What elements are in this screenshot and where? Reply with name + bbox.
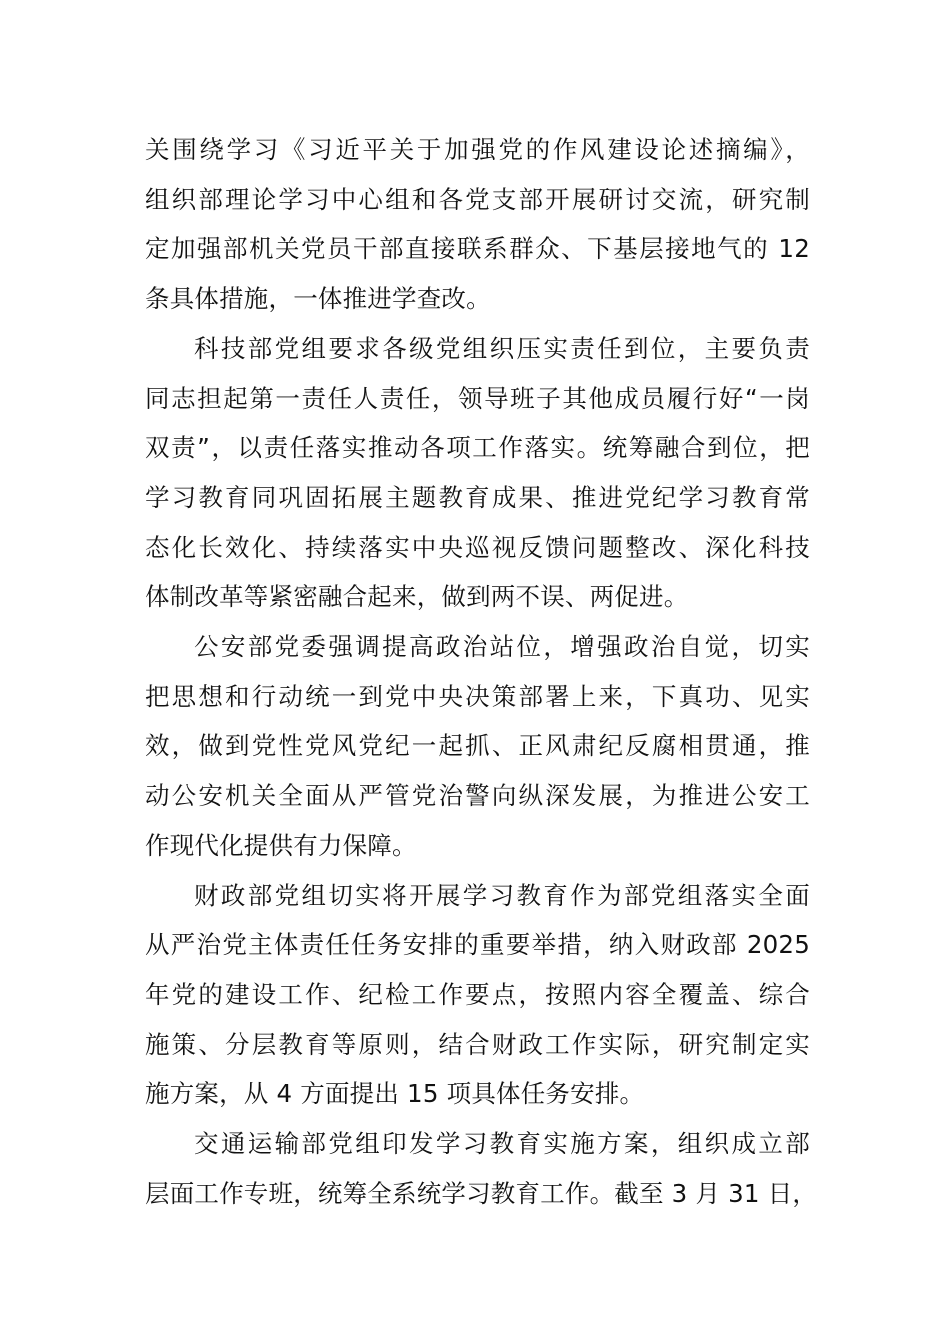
text-line: 公安部党委强调提高政治站位，增强政治自觉，切实	[194, 632, 810, 662]
text-line: 关围绕学习《习近平关于加强党的作风建设论述摘编》，	[145, 135, 810, 164]
text-line: 施策、分层教育等原则，结合财政工作实际，研究制定实	[145, 1029, 810, 1059]
text-line: 效，做到党性党风党纪一起抓、正风肃纪反腐相贯通，推	[145, 731, 810, 761]
text-line: 财政部党组切实将开展学习教育作为部党组落实全面	[194, 880, 810, 910]
text-line: 体制改革等紧密融合起来，做到两不误、两促进。	[145, 582, 689, 612]
text-line: 组织部理论学习中心组和各党支部开展研讨交流，研究制	[145, 184, 810, 214]
text-line: 态化长效化、持续落实中央巡视反馈问题整改、深化科技	[145, 532, 810, 562]
text-line: 条具体措施，一体推进学查改。	[145, 284, 491, 314]
text-line: 从严治党主体责任任务安排的重要举措，纳入财政部 2025	[145, 930, 810, 960]
text-line: 动公安机关全面从严管党治警向纵深发展，为推进公安工	[145, 781, 810, 811]
text-line: 施方案，从 4 方面提出 15 项具体任务安排。	[145, 1079, 645, 1109]
text-line: 交通运输部党组印发学习教育实施方案，组织成立部	[194, 1129, 810, 1159]
text-line: 学习教育同巩固拓展主题教育成果、推进党纪学习教育常	[145, 482, 810, 512]
text-line: 科技部党组要求各级党组织压实责任到位，主要负责	[194, 333, 810, 363]
paragraph-ministry-of-public-security	[145, 622, 810, 871]
paragraph-ministry-of-transport	[145, 1119, 818, 1218]
text-line: 双责”，以责任落实推动各项工作落实。统筹融合到位，把	[145, 433, 810, 463]
text-line: 同志担起第一责任人责任，领导班子其他成员履行好“一岗	[145, 383, 810, 413]
paragraph-ministry-of-science	[145, 324, 810, 622]
text-line: 把思想和行动统一到党中央决策部署上来，下真功、见实	[145, 681, 810, 711]
text-line: 年党的建设工作、纪检工作要点，按照内容全覆盖、综合	[145, 979, 810, 1009]
text-line: 定加强部机关党员干部直接联系群众、下基层接地气的 12	[145, 234, 810, 264]
document-page	[145, 125, 818, 1218]
paragraph-ministry-of-finance	[145, 871, 810, 1120]
paragraph-continuation	[145, 125, 810, 324]
text-line: 层面工作专班，统筹全系统学习教育工作。截至 3 月 31 日，	[145, 1178, 818, 1208]
text-line: 作现代化提供有力保障。	[145, 830, 417, 860]
